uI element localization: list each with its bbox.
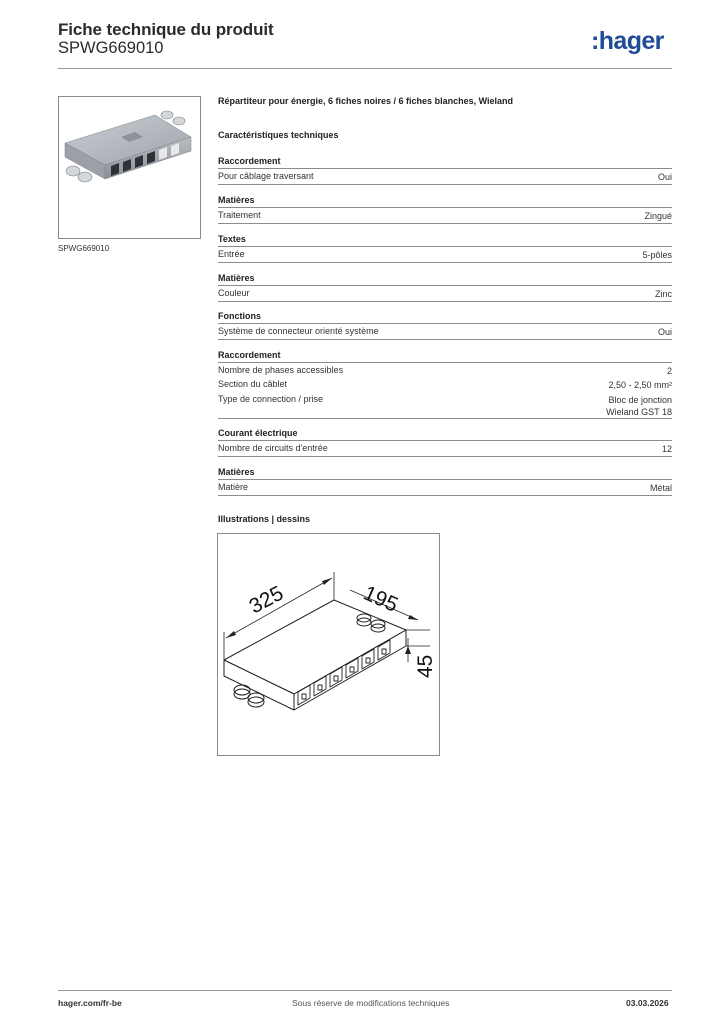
header-divider	[58, 68, 672, 69]
footer-divider	[58, 990, 672, 991]
illustrations-heading: Illustrations | dessins	[218, 514, 311, 524]
footer-website[interactable]: hager.com/fr-be	[58, 998, 122, 1008]
spec-label: Nombre de phases accessibles	[218, 365, 344, 375]
dim-height-label: 45	[414, 654, 437, 678]
spec-group-divider	[218, 323, 672, 324]
spec-group-title: Raccordement	[218, 350, 281, 360]
spec-value: 2	[666, 366, 672, 376]
spec-label: Couleur	[218, 288, 250, 298]
spec-row-divider	[218, 301, 672, 302]
spec-label: Pour câblage traversant	[218, 171, 314, 181]
spec-value: 5-pôles	[642, 250, 672, 260]
spec-value: Métal	[649, 483, 672, 493]
product-photo	[58, 96, 201, 239]
footer-disclaimer: Sous réserve de modifications techniques	[292, 998, 450, 1008]
spec-label: Section du câblet	[218, 379, 288, 389]
spec-value: Bloc de jonction	[608, 395, 672, 405]
spec-row-divider	[218, 339, 672, 340]
photo-caption: SPWG669010	[58, 244, 110, 253]
spec-value: Oui	[657, 172, 672, 182]
spec-value: 2,50 - 2,50 mm²	[608, 380, 672, 390]
spec-row-divider	[218, 262, 672, 263]
specs-heading: Caractéristiques techniques	[218, 130, 339, 140]
spec-row-divider	[218, 495, 672, 496]
spec-group-title: Fonctions	[218, 311, 261, 321]
dim-length-label: 325	[245, 581, 288, 619]
spec-label: Système de connecteur orienté système	[218, 326, 379, 336]
spec-row-divider	[218, 456, 672, 457]
spec-group-divider	[218, 207, 672, 208]
spec-row-divider	[218, 184, 672, 185]
spec-group-divider	[218, 168, 672, 169]
spec-value: 12	[661, 444, 672, 454]
dimension-drawing	[217, 533, 440, 756]
hager-logo: :hager	[591, 27, 664, 55]
product-code: SPWG669010	[58, 39, 164, 57]
product-description: Répartiteur pour énergie, 6 fiches noires / 6 fiches blanches, Wieland	[218, 96, 514, 106]
spec-row-divider	[218, 223, 672, 224]
spec-value: Oui	[657, 327, 672, 337]
spec-value-continued: Wieland GST 18	[606, 407, 672, 417]
spec-group-title: Matières	[218, 273, 255, 283]
page-title: Fiche technique du produit	[58, 20, 274, 39]
spec-value-multiline	[606, 394, 672, 418]
spec-value: Zinc	[654, 289, 672, 299]
spec-group-title: Matières	[218, 467, 255, 477]
footer-date: 03.03.2026	[626, 998, 669, 1008]
spec-group-divider	[218, 246, 672, 247]
spec-label: Entrée	[218, 249, 245, 259]
spec-group-divider	[218, 285, 672, 286]
spec-label: Nombre de circuits d'entrée	[218, 443, 328, 453]
spec-value: Zingué	[644, 211, 672, 221]
spec-group-divider	[218, 362, 672, 363]
spec-label: Type de connection / prise	[218, 394, 324, 404]
spec-group-title: Courant électrique	[218, 428, 298, 438]
spec-group-divider	[218, 479, 672, 480]
spec-group-title: Raccordement	[218, 156, 281, 166]
product-photo-image	[59, 97, 200, 238]
spec-group-title: Textes	[218, 234, 246, 244]
logo-text: hager	[598, 27, 664, 55]
dimension-drawing-image	[218, 534, 439, 755]
spec-group-divider	[218, 440, 672, 441]
spec-row-divider	[218, 418, 672, 419]
dim-width-label: 195	[359, 581, 402, 617]
spec-group-title: Matières	[218, 195, 255, 205]
spec-label: Traitement	[218, 210, 261, 220]
spec-label: Matière	[218, 482, 249, 492]
